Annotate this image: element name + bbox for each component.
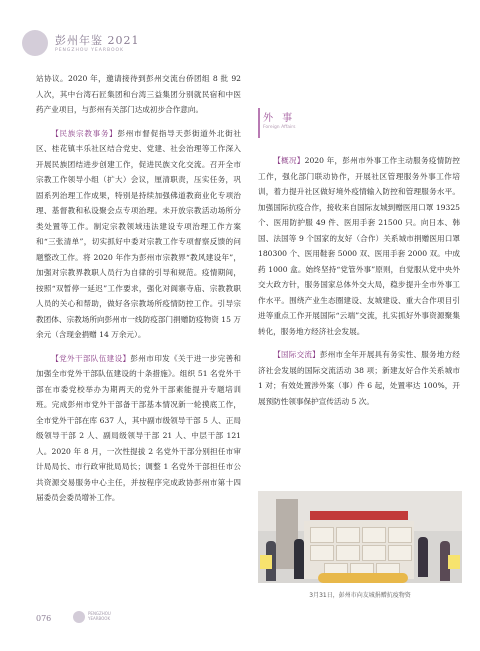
photo-person <box>418 537 428 577</box>
paragraph-body: 彭州市督促指导天彭街道外北街社区、桂花镇丰乐社区结合党史、党建、社会治理等工作深入开展民族团结进步创建工作，促进民族文化交流。召开全市宗教工作领导小组（扩大）会议，厘清职责，压实任务，巩固系列治理工作成果，特别是持续加强佛道教商业化专项治理、基督教和私设聚会点专项治理。未开放宗教活动场所分类处置等工作。制定宗教领域违法建设专项治理工作方案和“三张清单”，切实抓好中委对宗教工作专项督察反馈的问题整改工作。将 2020 年作为彭州市宗教界“教风建设年”，加强对宗教界教职人员行为自律的引导和规范。疫情期间，按照“双暂停一延迟”工作要求，强化对阆寨寺庙、宗教教职人员的关心和帮助，做好各宗教场所疫情防控工作。引导宗教团体、宗教场所向彭州市一线防疫部门捐赠防疫物资 15 万余元（含现金捐赠 14 万余元）。 <box>36 128 242 339</box>
paragraph-body: 彭州市全年开展具有务实性、服务地方经济社会发展的国际交流活动 38 项；新建友好合作关系城市 1 对；有效处置涉外案（事）件 6 起，处置率达 100%，开展预防性领事保护宣传活动 5 次。 <box>258 350 461 406</box>
paragraph-non-party-cadres <box>36 351 241 506</box>
supply-box <box>362 527 386 543</box>
supply-box <box>310 545 334 561</box>
photo-supply-boxes <box>304 521 414 579</box>
page-header-title: 彭州年鉴 2021 <box>55 34 140 47</box>
section-tag-ethnic-religious: 【民族宗教事务】 <box>51 128 118 138</box>
section-tag-international-exchange: 【国际交流】 <box>273 350 320 359</box>
paragraph-body: 彭州市印发《关于进一步完善和加强全市党外干部队伍建设的十条措施》。组织 51 名党外干部在市委党校举办为期两天的党外干部素能提升专题培训班。完成彭州市党外干部备干部基本情况新一轮摸底工作，全市党外干部在库 637 人，其中副市级领导干部 5 人、正局级领导干部 2 人、副局级领导干部 21 人、中层干部 121 人。2020 年 8 月，一次性提拔 2 名党外干部分别担任市审计局局长、市行政审批局局长；调整 1 名党外干部担任市公共资源交易服务中心主任，并按程序完成政协彭州市第十四届委员会委员增补工作。 <box>36 353 242 502</box>
supply-box <box>310 527 334 543</box>
supply-box <box>336 545 360 561</box>
supply-box <box>362 545 386 561</box>
footer-brand-line2: YEARBOOK <box>88 616 111 621</box>
paragraph-body: 2020 年，彭州市外事工作主动服务疫情防控工作，强化部门联动协作，开展社区管理服务外事工作培训，着力提升社区做好境外疫情输入防控和管理服务水平。加强国际抗疫合作，接收来自国际友城到赠医用口罩 19325 个、医用防护服 49 件、医用手套 21500 只。向日本、韩国、法国等 9 个国家的友好（合作）关系城市捐赠医用口罩 180300 个、医用鞋套 5000 双、医用手套 2000 双。中成药 1000 盒。始终坚持“党管外事”原则，自觉服从党中央外交大政方针，服务国家总体外交大局，稳步提升全市外事工作水平。围绕产业生态圈建设、友城建设、重大合作项目引进等重点工作开展国际“云端”交流，扎实抓好外事资源聚集转化，服务地方经济社会发展。 <box>258 156 460 336</box>
supply-box <box>388 545 412 561</box>
supply-box <box>336 527 360 543</box>
photo-person <box>294 539 304 579</box>
photo-sign <box>260 555 272 569</box>
page-number: 076 <box>36 614 52 623</box>
paragraph-overview <box>258 153 460 339</box>
section-tag-overview: 【概况】 <box>273 156 305 165</box>
right-column <box>258 153 460 409</box>
footer-brand-line1: PENGZHOU <box>88 611 111 616</box>
section-tag-non-party-cadres: 【党外干部队伍建设】 <box>51 353 131 363</box>
yearbook-logo-icon <box>22 30 48 56</box>
section-subtitle: Foreign Affairs <box>263 125 296 130</box>
photo-flowers <box>318 573 408 583</box>
footer-brand <box>88 611 111 621</box>
photo-red-banner <box>310 511 408 520</box>
page-header-subtitle: PENGZHOU YEARBOOK <box>55 48 124 53</box>
paragraph-international-exchange <box>258 347 460 409</box>
photo-sign <box>448 555 460 569</box>
photo-caption: 3月31日，彭州市向友城捐赠抗疫物资 <box>309 592 411 599</box>
supply-box <box>388 527 412 543</box>
footer-logo-icon <box>73 611 85 623</box>
left-column <box>36 71 241 506</box>
donation-photo <box>258 491 462 583</box>
paragraph-taiwan-exchange: 站协议。2020 年，邀请接待到彭州交流台侨团组 8 批 92 人次，其中台湾石匠集团和台湾三益集团分别就民宿和中医药产业项目，与彭州有关部门达成初步合作意向。 <box>36 74 241 114</box>
paragraph-ethnic-religious-affairs <box>36 126 241 343</box>
section-title: 外 事 <box>263 113 296 124</box>
